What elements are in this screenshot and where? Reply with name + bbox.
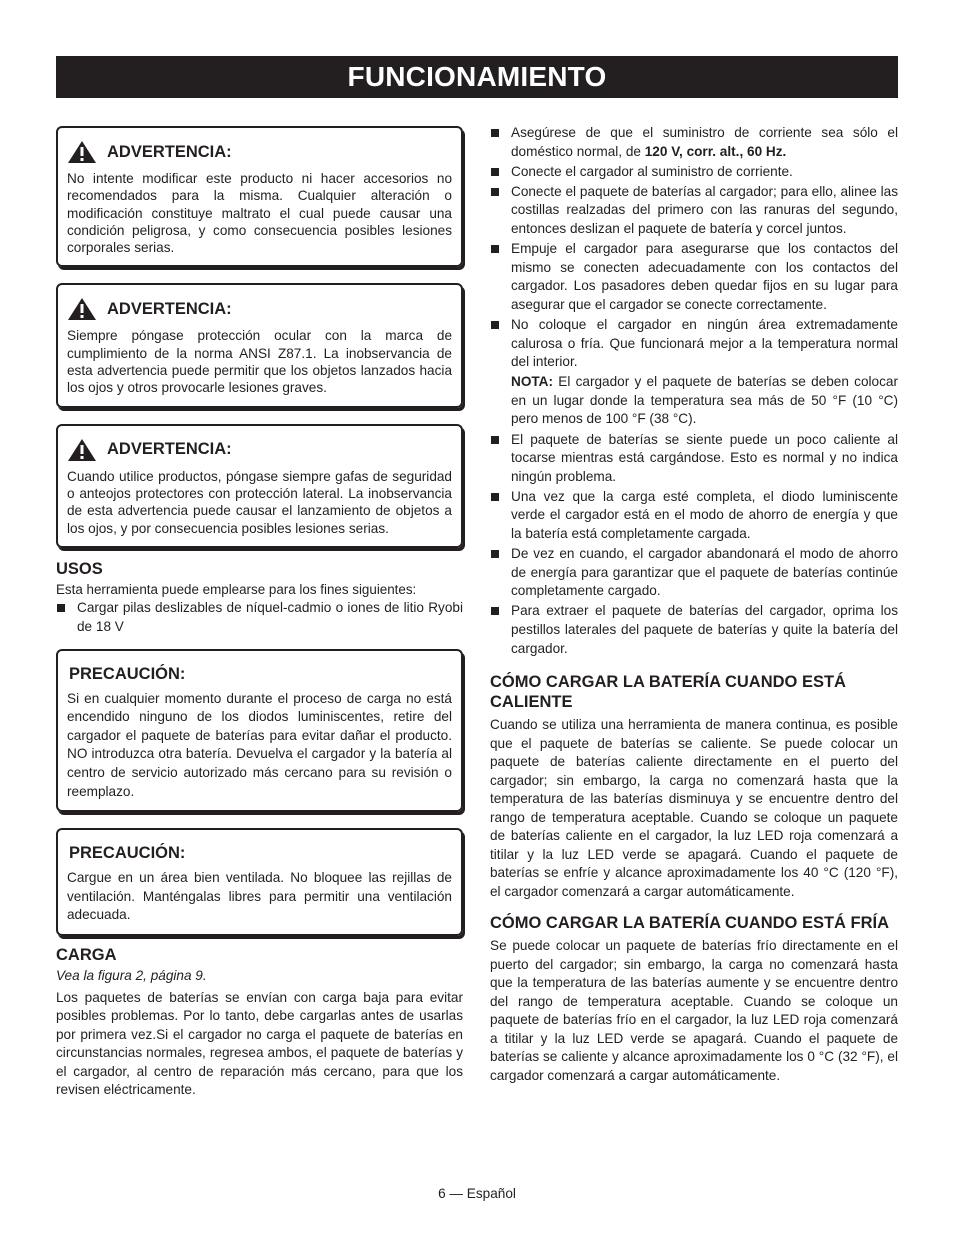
square-bullet-icon: [491, 436, 499, 444]
warning-triangle-icon: [67, 140, 97, 164]
list-item: [490, 124, 898, 161]
list-item-text: Asegúrese de que el suministro de corriente sea sólo el doméstico normal, de: [511, 125, 898, 159]
list-item: [56, 599, 463, 636]
warning-text: Cuando utilice productos, póngase siempre gafas de seguridad o anteojos protectores con protección lateral. La inobservancia de esta advertencia puede causar el lanzamiento de objetos a los ojos, y por consecuencia posibles lesiones serias.: [67, 468, 452, 536]
temperature-note: [490, 373, 898, 429]
warning-title: [67, 140, 452, 164]
list-item: [490, 488, 898, 544]
list-item-text: De vez en cuando, el cargador abandonará el modo de ahorro de energía para garantizar que el paquete de baterías continúe completamente cargado.: [511, 546, 898, 599]
caution-text: Si en cualquier momento durante el proceso de carga no está encendido ninguno de los diodos luminiscentes, retire del cargador el paquete de baterías para evitar dañar el producto. NO introduzca otra batería. Devuelva el cargador y la batería al centro de servicio autorizado más cercano para su revisión o reemplazo.: [67, 690, 452, 799]
hot-battery-heading: CÓMO CARGAR LA BATERÍA CUANDO ESTÁ CALIENTE: [490, 673, 846, 712]
warning-triangle-icon: [67, 297, 97, 321]
warning-title-text: ADVERTENCIA:: [107, 142, 232, 161]
note-text: El cargador y el paquete de baterías se deben colocar en un lugar donde la temperatura sea más de 50 °F (10 °C) pero menos de 100 °F (38 °C).: [511, 374, 898, 427]
left-column: [56, 126, 463, 1100]
square-bullet-icon: [491, 607, 499, 615]
warning-title-text: ADVERTENCIA:: [107, 440, 232, 459]
figure-reference: Vea la figura 2, página 9.: [56, 967, 207, 983]
list-item-text: El paquete de baterías se siente puede un poco caliente al tocarse mientras está cargándose. Esto es normal y no indica ningún problema.: [511, 431, 898, 484]
warning-box-eye-protection: [56, 283, 463, 407]
caution-title: PRECAUCIÓN:: [69, 664, 186, 683]
hot-battery-text: Cuando se utiliza una herramienta de manera continua, es posible que el paquete de baterías se caliente. Se puede colocar un paquete de baterías caliente directamente en el puerto del cargador; sin embargo, la carga no comenzará hasta que la temperatura de las baterías disminuya y se encuentre dentro del rango de temperatura aceptable. Cuando se coloque un paquete de baterías caliente en el cargador, la luz LED roja comenzará a titilar y la luz LED verde se apagará. Cuando el paquete de baterías se enfríe y alcance aproximadamente los 40 °C (120 °F), el cargador comenzará a cargar automáticamente.: [490, 717, 898, 899]
page-number: 6 — Español: [438, 1186, 516, 1201]
square-bullet-icon: [491, 493, 499, 501]
list-item-text: No coloque el cargador en ningún área extremadamente calurosa o fría. Que funcionará mejor a la temperatura normal del interior.: [511, 316, 898, 370]
list-item: [490, 316, 898, 372]
list-item-text: Conecte el paquete de baterías al cargador; para ello, alinee las costillas realzadas del primero con las ranuras del segundo, entonces deslizan el paquete de batería y corcel juntos.: [511, 183, 898, 236]
list-item: [490, 545, 898, 601]
right-column: [490, 124, 898, 1085]
warning-text: No intente modificar este producto ni hacer accesorios no recomendados para la misma. Cualquier alteración o modificación constituye maltrato el cual puede causar una condición peligrosa, y como consecuencia posibles lesiones corporales serias.: [67, 171, 452, 256]
list-item: [490, 163, 898, 182]
square-bullet-icon: [57, 604, 65, 612]
usos-heading: USOS: [56, 559, 103, 578]
list-item-text: Cargar pilas deslizables de níquel-cadmio o iones de litio Ryobi de 18 V: [77, 600, 463, 634]
carga-heading: CARGA: [56, 945, 117, 964]
list-item-text: Para extraer el paquete de baterías del cargador, oprima los pestillos laterales del paquete de baterías y quite la batería del cargador.: [511, 603, 898, 656]
square-bullet-icon: [491, 129, 499, 137]
cold-battery-heading: CÓMO CARGAR LA BATERÍA CUANDO ESTÁ FRÍA: [490, 914, 890, 933]
list-item-text: Una vez que la carga esté completa, el diodo luminiscente verde el cargador está en el modo de ahorro de energía y que la batería está completamente cargada.: [511, 488, 898, 541]
cold-battery-text: Se puede colocar un paquete de baterías frío directamente en el puerto del cargador; sin embargo, la carga no comenzará hasta que la temperatura de las baterías aumente y se encuentre dentro del rango de temperatura aceptable. Cuando se coloque un paquete de baterías frío en el cargador, la luz LED roja comenzará a titilar y la luz LED verde se apagará. Cuando el paquete de baterías se caliente y alcance aproximadamente los 0 °C (32 °F), el cargador comenzará a cargar automáticamente.: [490, 938, 898, 1083]
warning-box-safety-glasses: [56, 424, 463, 548]
warning-box-modification: [56, 126, 463, 267]
note-label: NOTA:: [511, 374, 554, 390]
usos-intro: Esta herramienta puede emplearse para los fines siguientes:: [56, 581, 417, 597]
list-item: [490, 431, 898, 487]
list-item-text: Empuje el cargador para asegurarse que los contactos del mismo se conecten adecuadamente con los contactos del cargador. Los pasadores deben quedar fijos en su lugar para asegurar que el cargador se conecte correctamente.: [511, 241, 898, 312]
square-bullet-icon: [491, 550, 499, 558]
usos-list: [56, 599, 463, 636]
charging-steps-list: [490, 124, 898, 372]
list-item: [490, 602, 898, 658]
caution-text: Cargue en un área bien ventilada. No bloquee las rejillas de ventilación. Manténgalas libres para permitir una ventilación adecuada.: [67, 870, 452, 923]
warning-text: Siempre póngase protección ocular con la marca de cumplimiento de la norma ANSI Z87.1. La inobservancia de esta advertencia puede permitir que los objetos lanzados hacia los ojos y otros provocarle lesiones graves.: [67, 328, 452, 396]
square-bullet-icon: [491, 188, 499, 196]
charging-notes-list: [490, 431, 898, 659]
list-item: [490, 240, 898, 314]
page-title: FUNCIONAMIENTO: [56, 56, 898, 98]
square-bullet-icon: [491, 168, 499, 176]
warning-title-text: ADVERTENCIA:: [107, 299, 232, 318]
warning-title: [67, 297, 452, 321]
voltage-spec: 120 V, corr. alt., 60 Hz.: [644, 143, 787, 159]
warning-triangle-icon: [67, 438, 97, 462]
carga-text: Los paquetes de baterías se envían con carga baja para evitar posibles problemas. Por lo tanto, debe cargarlas antes de usarlas por primera vez.Si el cargador no carga el paquete de baterías en circunstancias normales, regresea ambos, el paquete de baterías y el cargador, al centro de reparación más cercano, para que los revisen eléctricamente.: [56, 989, 463, 1098]
caution-box-ventilation: [56, 828, 463, 936]
warning-title: [67, 438, 452, 462]
caution-box-charging-leds: [56, 649, 463, 813]
caution-title: PRECAUCIÓN:: [69, 844, 186, 863]
square-bullet-icon: [491, 321, 499, 329]
list-item: [490, 183, 898, 239]
square-bullet-icon: [491, 245, 499, 253]
list-item-text: Conecte el cargador al suministro de corriente.: [511, 163, 793, 179]
